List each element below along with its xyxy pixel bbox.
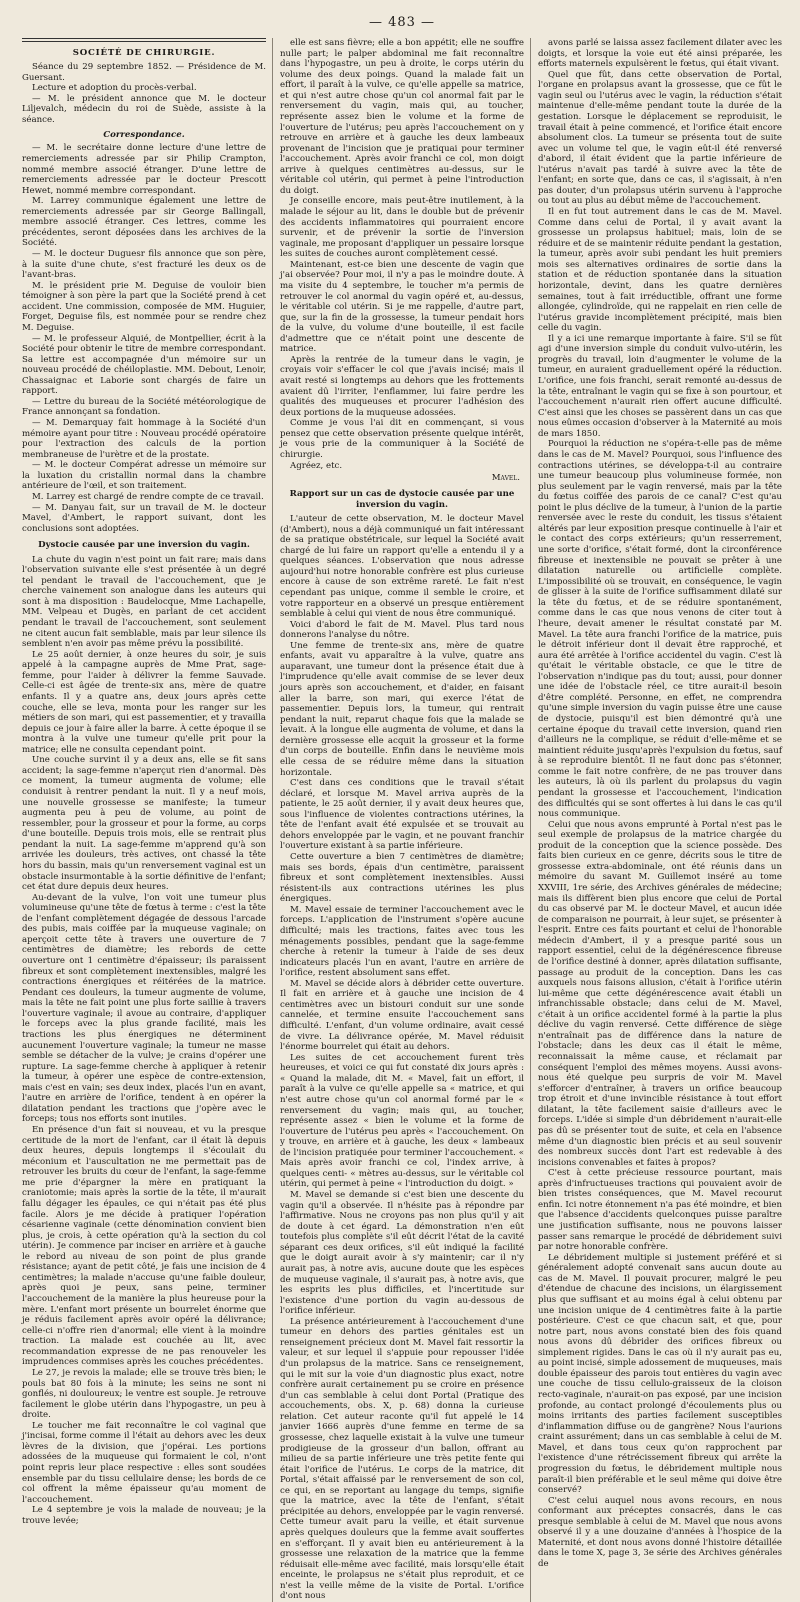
report-paragraph: M. Mavel se demande si c'est bien une descente du vagin qu'il a observée. Il n'hésite pas à répondre par l'affirmative. Nous ne croyons pas non plus qu'il y ait de doute à cet égard. La démonstration n'en eût toutefois plus complète s'il eût décrit l'état de la cavité séparant ces deux orifices, s'il eût indiqué la facilité que le doigt aurait avoir à s'y maintenir; car il n'y aurait pas, à notre avis, aucune doute que les espèces de muqueuse vaginale, il s'aurait pas, à notre avis, que les esprits les plus difficiles, et l'incertitude sur l'existence d'une portion du vagin au-dessous de l'orifice inférieur. <box>280 1190 524 1317</box>
article-paragraph: Le 25 août dernier, à onze heures du soir, je suis appelé à la campagne auprès de Mme Prat, sage-femme, pour l'aider à délivrer la femme Sauvade. Celle-ci est âgée de trente-six ans, mère de quatre enfants. Il y a quatre ans, deux jours après cette couche, elle se leva, monta pour les ranger sur les métiers de son mari, qui est passementier, et y travailla depuis ce jour à faire aller la barre. À cette époque il se montra à la vulve une tumeur qu'elle prit pour la matrice; elle ne consulta cependant point. <box>22 649 266 755</box>
report-paragraph: Quel que fût, dans cette observation de Portal, l'organe en prolapsus avant la grossesse, que ce fût le vagin seul ou l'utérus avec le vagin, la réduction s'était maintenue d'elle-même pendant toute la durée de la gestation. Lorsque le déplacement se reproduisit, le travail était à peine commencé, et l'orifice était encore absolument clos. La tumeur se présenta tout de suite avec un volume tel que, le vagin eût-il été renversé d'abord, il était évident que la partie inférieure de l'utérus n'avait pas tardé à suivre avec la tête de l'enfant; en sorte que, dans ce cas, il s'agissait, à n'en pas douter, d'un prolapsus utérin survenu à l'approche ou tout au plus au début même de l'accouchement. <box>538 69 782 207</box>
article-paragraph: Le 27, je revois la malade; elle se trouve très bien; le pouls bat 80 fois à la minute; les seins ne sont ni gonflés, ni douloureux; le ventre est souple. Je retrouve facilement le globe utérin dans l'hypogastre, un peu à droite. <box>22 1367 266 1421</box>
correspondance-paragraph: — M. le docteur Compérat adresse un mémoire sur la luxation du cristallin normal dans la chambre antérieure de l'œil, et son traitement. <box>22 460 266 492</box>
report-paragraph: M. Mavel se décide alors à débrider cette ouverture. Il fait en arrière et à gauche une incision de 4 centimètres avec un bistouri conduit sur une sonde cannelée, et termine ensuite l'accouchement sans difficulté. L'enfant, d'un volume ordinaire, avait cessé de vivre. La délivrance opérée, M. Mavel réduisit l'énorme bourrelet qui était au dehors. <box>280 978 524 1053</box>
session-line: Séance du 29 septembre 1852. — Présidence de M. Guersant. <box>22 62 266 83</box>
minutes-paragraph: — M. le président annonce que M. le docteur Liljevalch, médecin du roi de Suède, assiste à la séance. <box>22 93 266 125</box>
article-paragraph: Après la rentrée de la tumeur dans le vagin, je croyais voir s'effacer le col que j'avais incisé; mais il avait resté si longtemps au dehors que les frottements avaient dû l'irriter, l'enflammer, lui faire perdre les qualités des muqueuses et procurer l'adhésion des deux portions de la muqueuse adossées. <box>280 354 524 418</box>
article-paragraph: La chute du vagin n'est point un fait rare; mais dans l'observation suivante elle s'est présentée à un degré tel pendant le travail de l'accouchement, que je cherche vainement son analogue dans les auteurs qui sont à ma disposition : Baudelocque, Mme Lachapelle, MM. Velpeau et Dugès, en parlant de cet accident pendant le travail de l'accouchement, sont seulement ne citent aucun fait semblable, mais par leur silence ils semblent n'en avoir pas même prévu la possibilité. <box>22 554 266 650</box>
section-rule-top <box>22 38 266 42</box>
article-paragraph: Le 4 septembre je vois la malade de nouveau; je la trouve levée; <box>22 1505 266 1526</box>
article-paragraph: Au-devant de la vulve, l'on voit une tumeur plus volumineuse qu'une tête de fœtus à terme : c'est la tête de l'enfant complètement dégagée de dessous l'arcade des pubis, mais coiffée par la muqueuse vaginale; on aperçoit cette tête à travers une ouverture de 7 centimètres de diamètre; les rebords de cette ouverture ont 1 centimètre d'épaisseur; ils paraissent fibreux et sont complètement inextensibles, malgré les contractions énergiques et réitérées de la matrice. Pendant ces douleurs, la tumeur augmente de volume, mais la tête ne fait point une plus forte saillie à travers l'ouverture vaginale; il avoue au contraire, d'appliquer le forceps avec la plus grande facilité, mais les tractions les plus énergiques ne déterminent aucunement l'ouverture vaginale; la tumeur ne masse semble se détacher de la vulve; je crains d'opérer une rupture. La sage-femme cherche à appliquer à retenir la tumeur, à opérer une espèce de contre-extension, mais c'est en vain; ses deux index, placés l'un en avant, l'autre en arrière de l'orifice, tendent à en opérer la dilatation pendant les tractions que j'opère avec le forceps; tous nos efforts sont inutiles. <box>22 892 266 1125</box>
correspondance-paragraph: M. le président prie M. Deguise de vouloir bien témoigner à son père la part que la Société prend à cet accident. Une commission, composée de MM. Huguier, Forget, Deguise fils, est nommée pour se rendre chez M. Deguise. <box>22 280 266 333</box>
report-paragraph: Il y a ici une remarque importante à faire. S'il se fût agi d'une inversion simple du conduit vulvo-utérin, les progrès du travail, loin d'augmenter le volume de la tumeur, en auraient graduellement opéré la réduction. L'orifice, une fois franchi, serait remonté au-dessus de la tête, entraînant le vagin qui se fixe à son pourtour, et l'accouchement n'aurait rien offert aucune difficulté. C'est ainsi que les choses se passèrent dans un cas que nous eûmes occasion d'observer à la Maternité au mois de mars 1850. <box>538 333 782 439</box>
column-left <box>22 38 266 1602</box>
article-paragraph: elle est sans fièvre; elle a bon appétit; elle ne souffre nulle part; le palper abdominal me fait reconnaître dans l'hypogastre, un peu à droite, le corps utérin du volume des deux poings. Quand la malade fait un effort, il paraît à la vulve, ce qu'elle appelle sa matrice, et qui n'est autre chose qu'un col anormal fait par le renversement du vagin, mais qui, au toucher, représente assez bien le volume et la forme de l'ouverture de l'utérus; peu après l'accouchement on y retrouve en arrière et à gauche les deux lambeaux provenant de l'incision que je pratiquai pour terminer l'accouchement. Après avoir franchi ce col, mon doigt arrive à quelques centimètres au-dessus, sur le véritable col utérin, qui permet à peine l'introduction du doigt. <box>280 38 524 196</box>
report-paragraph: avons parlé se laissa assez facilement dilater avec les doigts, et lorsque la voie eut été ainsi préparée, les efforts maternels expulsèrent le fœtus, qui était vivant. <box>538 38 782 70</box>
report-paragraph: Une femme de trente-six ans, mère de quatre enfants, avait vu apparaître à la vulve, quatre ans auparavant, une tumeur dont la présence était due à l'imprudence qu'elle avait commise de se lever deux jours après son accouchement, et d'aider, en faisant aller la barre, son mari, qui exerce l'état de passementier. Depuis lors, la tumeur, qui rentrait pendant la nuit, reparut chaque fois que la malade se levait. À la longue elle augmenta de volume, et dans la dernière grossesse elle acquit la grosseur et la forme d'un corps de bouteille. Enfin dans le neuvième mois elle cessa de se réduire même dans la situation horizontale. <box>280 640 524 778</box>
report-paragraph: Le débridement multiple si justement préféré et si généralement adopté convenait sans aucun doute au cas de M. Mavel. Il pouvait procurer, malgré le peu d'étendue de chacune des incisions, un élargissement plus que suffisant et au moins égal à celui obtenu par une incision unique de 4 centimètres faite à la partie postérieure. C'est ce que chacun sait, et que, pour notre part, nous avons constaté bien des fois quand nous avons dû débrider des orifices fibreux ou simplement rigides. Dans le cas où il n'y aurait pas eu, au point incisé, simple adossement de muqueuses, mais double épaisseur des parois tout entières du vagin avec une couche de tissu cellulo-graisseux de la cloison recto-vaginale, n'aurait-on pas exposé, par une incision profonde, au contact prolongé d'écoulements plus ou moins irritants des parties facilement susceptibles d'inflammation diffuse ou de gangrène? Nous l'aurions craint assurément; dans un cas semblable à celui de M. Mavel, et dans tous ceux qu'on rapprochent par l'existence d'une rétrécissement fibreux qui arrête la progression du fœtus, le débridement multiple nous paraît-il bien préférable et le seul même qui doive être conservé? <box>538 1252 782 1496</box>
report-paragraph: Les suites de cet accouchement furent très heureuses, et voici ce qui fut constaté dix jours après : « Quand la malade, dit M. « Mavel, fait un effort, il paraît à la vulve ce qu'elle appelle sa « matrice, et qui n'est autre chose qu'un col anormal formé par le « renversement du vagin; mais qui, au toucher, représente assez « bien le volume et la forme de l'ouverture de l'utérus peu après « l'accouchement. On y trouve, en arrière et à gauche, les deux « lambeaux de l'incision pratiquée pour terminer l'accouchement. « Mais après avoir franchi ce col, l'index arrive, à quelques centi- « mètres au-dessus, sur le véritable col utérin, qui permet à peine « l'introduction du doigt. » <box>280 1052 524 1190</box>
column-middle <box>280 38 524 1602</box>
report-paragraph: Pourquoi la réduction ne s'opéra-t-elle pas de même dans le cas de M. Mavel? Pourquoi, sous l'influence des contractions utérines, se développa-t-il au contraire une tumeur beaucoup plus volumineuse formée, non plus seulement par le vagin renversé, mais par la tête du fœtus coiffée des parois de ce canal? C'est qu'au point le plus déclive de la tumeur, à l'union de la partie renversée avec le reste du conduit, les tissus s'étaient altérés par leur exposition presque continuelle à l'air et le contact des corps extérieurs; qu'un resserrement, une sorte d'orifice, s'était formé, dont la circonférence fibreuse et inextensible ne pouvait se prêter à une dilatation naturelle ou artificielle complète. L'impossibilité où se trouvait, en conséquence, le vagin de glisser à la suite de l'orifice suffisamment dilaté sur la tête du fœtus, et de se réduire spontanément, comme dans le cas que nous venons de citer tout à l'heure, devait amener le résultat constaté par M. Mavel. La tête aura franchi l'orifice de la matrice, puis le détroit inférieur dont il devait être rapproché, et aura été arrêtée à l'orifice accidentel du vagin. C'est là qu'était le véritable obstacle, ce que le titre de l'observation n'indique pas du tout; aussi, pour donner une idée de l'obstacle réel, ce titre aurait-il besoin d'être complété. Personne, en effet, ne comprendra qu'une simple inversion du vagin puisse être une cause de dystocie, puisqu'il est bien démontré qu'à une certaine époque du travail cette inversion, quand rien d'ailleurs ne la complique, se réduit d'elle-même et se maintient réduite jusqu'après l'expulsion du fœtus, sauf à se reproduire bientôt. Il ne faut donc pas s'étonner, comme le fait notre confrère, de ne pas trouver dans les auteurs, là où ils parlent du prolapsus du vagin pendant la grossesse et l'accouchement, l'indication des difficultés qui se sont offertes à lui dans le cas qu'il nous communique. <box>538 439 782 820</box>
report-paragraph: La présence antérieurement à l'accouchement d'une tumeur en dehors des parties génitales est un renseignement précieux dont M. Mavel fait ressortir la valeur, et sur lequel il s'appuie pour repousser l'idée d'un prolapsus de la matrice. Sans ce renseignement, qui le mit sur la voie d'un diagnostic plus exact, notre confrère aurait certainement pu se croire en présence d'un cas semblable à celui dont Portal (Pratique des accouchements, obs. X, p. 68) donna la curieuse relation. Cet auteur raconte qu'il fut appelé le 14 janvier 1666 auprès d'une femme en terme de sa grossesse, chez laquelle existait à la vulve une tumeur prodigieuse de la grosseur d'un ballon, offrant au milieu de sa partie inférieure une très petite fente qui était l'orifice de l'utérus. Le corps de la matrice, dit Portal, s'était affaissé par le renversement de son col, ce qui, en se reportant au langage du temps, signifie que la matrice, avec la tête de l'enfant, s'était précipitée au dehors, enveloppée par le vagin renversé. Cette tumeur avait paru la veille, et était survenue après quelques douleurs que la femme avait souffertes en s'efforçant. Il y avait bien eu antérieurement à la grossesse une relaxation de la matrice que la femme réduisait elle-même avec facilité, mais lorsqu'elle était enceinte, le prolapsus ne s'était plus reproduit, et ce n'est la veille même de la visite de Portal. L'orifice d'ont nous <box>280 1316 524 1602</box>
author-signature: Mavel. <box>491 473 520 484</box>
article-paragraph: En présence d'un fait si nouveau, et vu la presque certitude de la mort de l'enfant, car il était là depuis deux heures, depuis longtemps il s'écoulait du méconium et l'auscultation ne me permettait pas de retrouver les bruits du cœur de l'enfant, la sage-femme me prie d'épargner la mère en pratiquant la craniotomie; mais après la sortie de la tête, il m'aurait fallu dégager les épaules, ce qui n'était pas été plus facile. Alors je me décide à pratiquer l'opération césarienne vaginale (cette dénomination convient bien plus, je crois, à cette opération qu'à la section du col utérin). Je commence par inciser en arrière et à gauche le rebord au niveau de son point de plus grande résistance; ayant de petit côté, je fais une incision de 4 centimètres; la malade n'accuse qu'une faible douleur, après quoi je peux, sans peine, terminer l'accouchement de la manière la plus heureuse pour la mère. L'enfant mort présente un bourrelet énorme que je réduis facilement après avoir opéré la délivrance; celle-ci n'offre rien d'anormal; elle vient à la moindre traction. La malade est couchée au lit, avec recommandation expresse de ne pas renouveler les imprudences commises après les couches précédentes. <box>22 1125 266 1368</box>
minutes-paragraph: Lecture et adoption du procès-verbal. <box>32 83 197 94</box>
article-paragraph: Le toucher me fait reconnaître le col vaginal que j'incisai, forme comme il l'était au dehors avec les deux lèvres de la division, que j'opérai. Les portions adossées de la muqueuse qui formaient le col, n'ont point repris leur place respective : elles sont soudées ensemble par du tissu cellulaire dense; les bords de ce col offrent la même épaisseur qu'au moment de l'accouchement. <box>22 1420 266 1505</box>
report-paragraph: C'est dans ces conditions que le travail s'était déclaré, et lorsque M. Mavel arriva auprès de la patiente, le 25 août dernier, il y avait deux heures que, sous l'influence de violentes contractions utérines, la tête de l'enfant avait été expulsée et se trouvait au dehors enveloppée par le vagin, et ne pouvant franchir l'ouverture existant à sa partie inférieure. <box>280 778 524 852</box>
report-paragraph: Cette ouverture a bien 7 centimètres de diamètre; mais ses bords, épais d'un centimètre, paraissent fibreux et sont complètement inextensibles. Aussi résistent-ils aux contractions utérines les plus énergiques. <box>280 852 524 905</box>
correspondance-paragraph: M. Larrey est chargé de rendre compte de ce travail. <box>32 491 264 502</box>
report-paragraph: L'auteur de cette observation, M. le docteur Mavel (d'Ambert), nous a déjà communiqué un fait intéressant de sa pratique obstétricale, sur lequel la Société avait chargé de lui faire un rapport qu'elle a entendu il y a quelques séances. L'observation que nous adresse aujourd'hui notre honorable confrère est plus curieuse encore à cause de son extrême rareté. Le fait n'est cependant pas unique, comme il semble le croire, et votre rapporteur en a observé un presque entièrement semblable à celui qui vient de nous être communiqué. <box>280 514 524 620</box>
correspondance-paragraph: — M. le secrétaire donne lecture d'une lettre de remerciements adressée par sir Philip Crampton, nommé membre associé étranger. D'une lettre de remerciements adressée par le docteur Prescott Hewet, nommé membre correspondant. <box>22 143 266 196</box>
correspondance-paragraph: — Lettre du bureau de la Société météorologique de France annonçant sa fondation. <box>22 396 266 418</box>
report-paragraph: C'est à cette précieuse ressource pourtant, mais après d'infructueuses tractions qui pouvaient avoir de bien tristes conséquences, que M. Mavel recourut enfin. Ici notre étonnement n'a pas été moindre, et bien que l'absence d'accidents quelconques puisse paraître une justification suffisante, nous ne pouvons laisser passer sans remarque le procédé de débridement suivi par notre honorable confrère. <box>538 1168 782 1253</box>
article-paragraph: Une couche survint il y a deux ans, elle se fit sans accident; la sage-femme n'aperçut rien d'anormal. Dès ce moment, la tumeur augmenta de volume; elle conduisit à rentrer pendant la nuit. Il y a neuf mois, une nouvelle grossesse se manifeste; la tumeur augmenta peu à peu de volume, au point de ressembler, pour la grosseur et pour la forme, au corps d'une bouteille. Depuis trois mois, elle se rentrait plus pendant la nuit. La sage-femme m'apprend qu'à son arrivée les douleurs, très actives, ont chassé la tête hors du bassin, mais qu'un renversement vaginal est un obstacle insurmontable à la sortie définitive de l'enfant; cet état dure depuis deux heures. <box>22 755 266 893</box>
section-title: SOCIÉTÉ DE CHIRURGIE. <box>72 48 216 58</box>
three-column-body <box>22 38 782 1602</box>
report-paragraph: M. Mavel essaie de terminer l'accouchement avec le forceps. L'application de l'instrument s'opère aucune difficulté; mais les tractions, faites avec tous les ménagements possibles, pendant que la sage-femme cherche à retenir la tumeur à l'aide de ses deux indicateurs placés l'un en avant, l'autre en arrière de l'orifice, restent absolument sans effet. <box>280 904 524 979</box>
correspondance-paragraph: — M. Demarquay fait hommage à la Société d'un mémoire ayant pour titre : Nouveau procédé opératoire pour l'extraction des calculs de la portion membraneuse de l'urètre et de la prostate. <box>22 418 266 460</box>
report-title: Rapport sur un cas de dystocie causée par une inversion du vagin. <box>289 489 515 510</box>
correspondance-paragraph: — M. le professeur Alquié, de Montpellier, écrit à la Société pour obtenir le titre de membre correspondant. Sa lettre est accompagnée d'un mémoire sur un nouveau procédé de chéiloplastie. MM. Debout, Lenoir, Chassaignac et Laborie sont chargés de faire un rapport. <box>22 333 266 397</box>
correspondance-paragraph: M. Larrey communique également une lettre de remerciements adressée par sir George Ballingall, membre associé étranger. Ces lettres, comme les précédentes, seront déposées dans les archives de la Société. <box>22 196 266 249</box>
article-paragraph: Je conseille encore, mais peut-être inutilement, à la malade le séjour au lit, dans le double but de prévenir des accidents inflammatoires qui pourraient encore survenir, et de prévenir la sortie de l'inversion vaginale, me proposant d'appliquer un pessaire lorsque les suites de couches auront complètement cessé. <box>280 196 524 260</box>
report-paragraph: Il en fut tout autrement dans le cas de M. Mavel. Comme dans celui de Portal, il y avait avant la grossesse un prolapsus habituel; mais, loin de se réduire et de se maintenir réduite pendant la gestation, la tumeur, après avoir subi pendant les huit premiers mois ses alternatives ordinaires de sortie dans la station et de réduction spontanée dans la situation horizontale, devint, dans les quatre dernières semaines, tout à fait irréductible, offrant une forme allongée, cylindroïde, qui ne rappelait en rien celle de l'utérus gravide incomplètement précipité, mais bien celle du vagin. <box>538 207 782 334</box>
article-title: Dystocie causée par une inversion du vagin. <box>38 540 250 551</box>
correspondance-paragraph: — M. Danyau fait, sur un travail de M. le docteur Mavel, d'Ambert, le rapport suivant, dont les conclusions sont adoptées. <box>22 502 266 534</box>
report-paragraph: Celui que nous avons emprunté à Portal n'est pas le seul exemple de prolapsus de la matrice chargée du produit de la conception que la science possède. Des faits bien curieux en ce genre, décrits sous le titre de grossesse extra-abdominale, ont été réunis dans un mémoire du savant M. Guillemot inséré au tome XXVIII, 1re série, des Archives générales de médecine; mais ils diffèrent bien plus encore que celui de Portal du cas observé par M. le docteur Mavel, et aucun idée de comparaison ne pourrait, à leur sujet, se présenter à l'esprit. Entre ces faits pourtant et celui de l'honorable médecin d'Ambert, il y a presque parité sous un rapport essentiel, celui de la dégénérescence fibreuse de l'orifice destiné à donner, après dilatation suffisante, passage au produit de la conception. Dans les cas auxquels nous faisons allusion, c'était à l'orifice utérin lui-même que cette dégénérescence avait établi un infranchissable obstacle; dans celui de M. Mavel, c'était à un orifice accidentel formé à la partie la plus déclive du vagin renversé. Cette différence de siège n'entraînait pas de différence dans la nature de l'obstacle; dans les deux cas il était le même, reconnaissait la même cause, et réclamait par conséquent l'emploi des mêmes moyens. Aussi avons-nous été quelque peu surpris de voir M. Mavel s'efforcer d'entraîner, à travers un orifice beaucoup trop étroit et d'une invincible résistance à tout effort dilatant, la tête facilement saisie d'ailleurs avec le forceps. L'idée si simple d'un débridement n'aurait-elle pas dû se présenter tout de suite, et cela en l'absence même d'un diagnostic bien précis et au seul souvenir des nombreux succès dont l'art est redevable à des incisions convenables et faites à propos? <box>538 819 782 1168</box>
correspondance-heading: Correspondance. <box>103 130 185 141</box>
column-right <box>538 38 782 1602</box>
article-paragraph: Comme je vous l'ai dit en commençant, si vous pensez que cette observation présente quelque intérêt, je vous prie de la communiquer à la Société de chirurgie. <box>280 418 524 460</box>
correspondance-paragraph: — M. le docteur Duguesr fils annonce que son père, à la suite d'une chute, s'est fracturé les deux os de l'avant-bras. <box>22 249 266 281</box>
report-paragraph: Voici d'abord le fait de M. Mavel. Plus tard nous donnerons l'analyse du nôtre. <box>280 619 524 641</box>
page-number: — 483 — <box>368 15 436 30</box>
letter-closing: Agréez, etc. <box>290 460 343 471</box>
article-paragraph: Maintenant, est-ce bien une descente de vagin que j'ai observée? Pour moi, il n'y a pas le moindre doute. À ma visite du 4 septembre, le toucher m'a permis de retrouver le col anormal du vagin opéré et, au-dessus, le véritable col utérin. Si je me rappelle, d'autre part, que, sur la fin de la grossesse, la tumeur pendait hors de la vulve, du volume d'une bouteille, il est facile d'admettre que ce n'était point une descente de matrice. <box>280 259 524 355</box>
report-paragraph: C'est celui auquel nous avons recours, en nous conformant aux préceptes consacrés, dans le cas presque semblable à celui de M. Mavel que nous avons observé il y a une douzaine d'années à l'hospice de la Maternité, et dont nous avons donné l'histoire détaillée dans le tome X, page 3, 3e série des Archives générales de <box>538 1495 782 1569</box>
